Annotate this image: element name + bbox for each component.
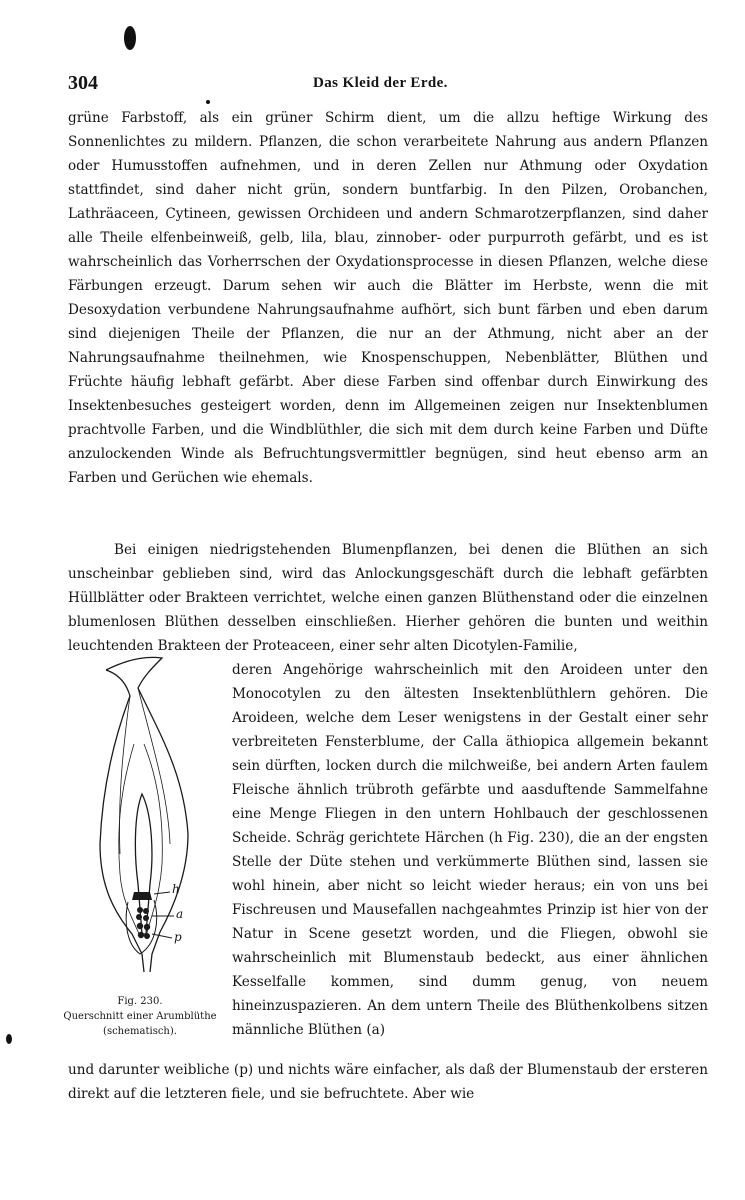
label-a: a xyxy=(176,907,184,921)
paragraph-2-beside-figure: deren Angehörige wahrscheinlich mit den Aroideen unter den Monocotylen zu den ältesten Insektenblüthlern gehören. Die Aroideen, welche dem Leser wenigstens in der Gestalt einer sehr verbreiteten Fensterblume, der Calla äthiopica allgemein bekannt sein dürften, locken durch die milchweiße, bei andern Arten faulem Fleische ähnlich trübroth gefärbte und aasduftende Sammelfahne eine Menge Fliegen in den untern Hohlbauch der geschlossenen Scheide. Schräg gerichtete Härchen (h Fig. 230), die an der engsten Stelle der Düte stehen und verkümmerte Blüthen sind, lassen sie wohl hinein, aber nicht so leicht wieder heraus; ein von uns bei Fischreusen und Mausefallen nachgeahmtes Prinzip ist hier von der Natur in Scene gesetzt worden, und die Fliegen, obwohl sie wahrscheinlich mit Blumenstaub bedeckt, aus einer ähnlichen Kesselfalle kommen, sind dumm genug, von neuem hineinzuspazieren. An dem untern Theile des Blüthenkolbens sitzen männliche Blüthen (a) xyxy=(232,662,708,1038)
paragraph-2-end: und darunter weibliche (p) und nichts wäre einfacher, als daß der Blumenstaub der ersteren direkt auf die letzteren fiele, und sie befruchtete. Aber wie xyxy=(68,1062,708,1102)
paragraph-1: grüne Farbstoff, als ein grüner Schirm dient, um die allzu heftige Wirkung des Sonnenlichtes zu mildern. Pflanzen, die schon verarbeitete Nahrung aus andern Pflanzen oder Humusstoffen aufnehmen, und in deren Zellen nur Athmung oder Oxydation stattfindet, sind daher nicht grün, sondern buntfarbig. In den Pilzen, Orobanchen, Lathräaceen, Cytineen, gewissen Orchideen und andern Schmarotzerpflanzen, sind daher alle Theile elfenbeinweiß, gelb, lila, blau, zinnober- oder purpurroth gefärbt, und es ist wahrscheinlich das Vorherrschen der Oxydationsprocesse in diesen Pflanzen, welche diese Färbungen erzeugt. Darum sehen wir auch die Blätter im Herbste, wenn die mit Desoxydation verbundene Nahrungsaufnahme aufhört, sich bunt färben und eben darum sind diejenigen Theile der Pflanzen, die nur an der Athmung, nicht aber an der Nahrungsaufnahme theilnehmen, wie Knospenschuppen, Nebenblätter, Blüthen und Früchte häufig lebhaft gefärbt. Aber diese Farben sind offenbar durch Einwirkung des Insektenbesuches gesteigert worden, denn im Allgemeinen zeigen nur Insektenblumen prachtvolle Farben, und die Windblüthler, die sich mit dem durch keine Farben und Düfte anzulockenden Winde als Befruchtungsvermittler begnügen, sind heut ebenso arm an Farben und Gerüchen wie ehemals. xyxy=(68,110,708,486)
ink-blot xyxy=(6,1034,12,1044)
figure-caption-text: Querschnitt einer Arumblüthe (schematisch). xyxy=(63,1011,217,1037)
figure-230 xyxy=(60,654,220,1044)
ink-speck xyxy=(206,100,210,104)
label-p: p xyxy=(174,930,182,944)
paragraph-2-start: Bei einigen niedrigstehenden Blumenpflanzen, bei denen die Blüthen an sich unscheinbar geblieben sind, wird das Anlockungsgeschäft durch die lebhaft gefärbten Hüllblätter oder Brakteen verrichtet, welche einen ganzen Blüthenstand oder die einzelnen blumenlosen Blüthen desselben einschließen. Hierher gehören die bunten und weithin leuchtenden Brakteen der Proteaceen, einer sehr alten Dicotylen-Familie, xyxy=(68,542,708,654)
arum-flower-illustration xyxy=(60,654,220,994)
label-h: h xyxy=(172,882,180,896)
page-number: 304 xyxy=(68,72,98,94)
page-header xyxy=(68,72,708,98)
running-head: Das Kleid der Erde. xyxy=(313,75,448,91)
figure-caption xyxy=(60,994,220,1039)
ink-blot xyxy=(124,26,136,50)
figure-number: Fig. 230. xyxy=(117,996,163,1007)
